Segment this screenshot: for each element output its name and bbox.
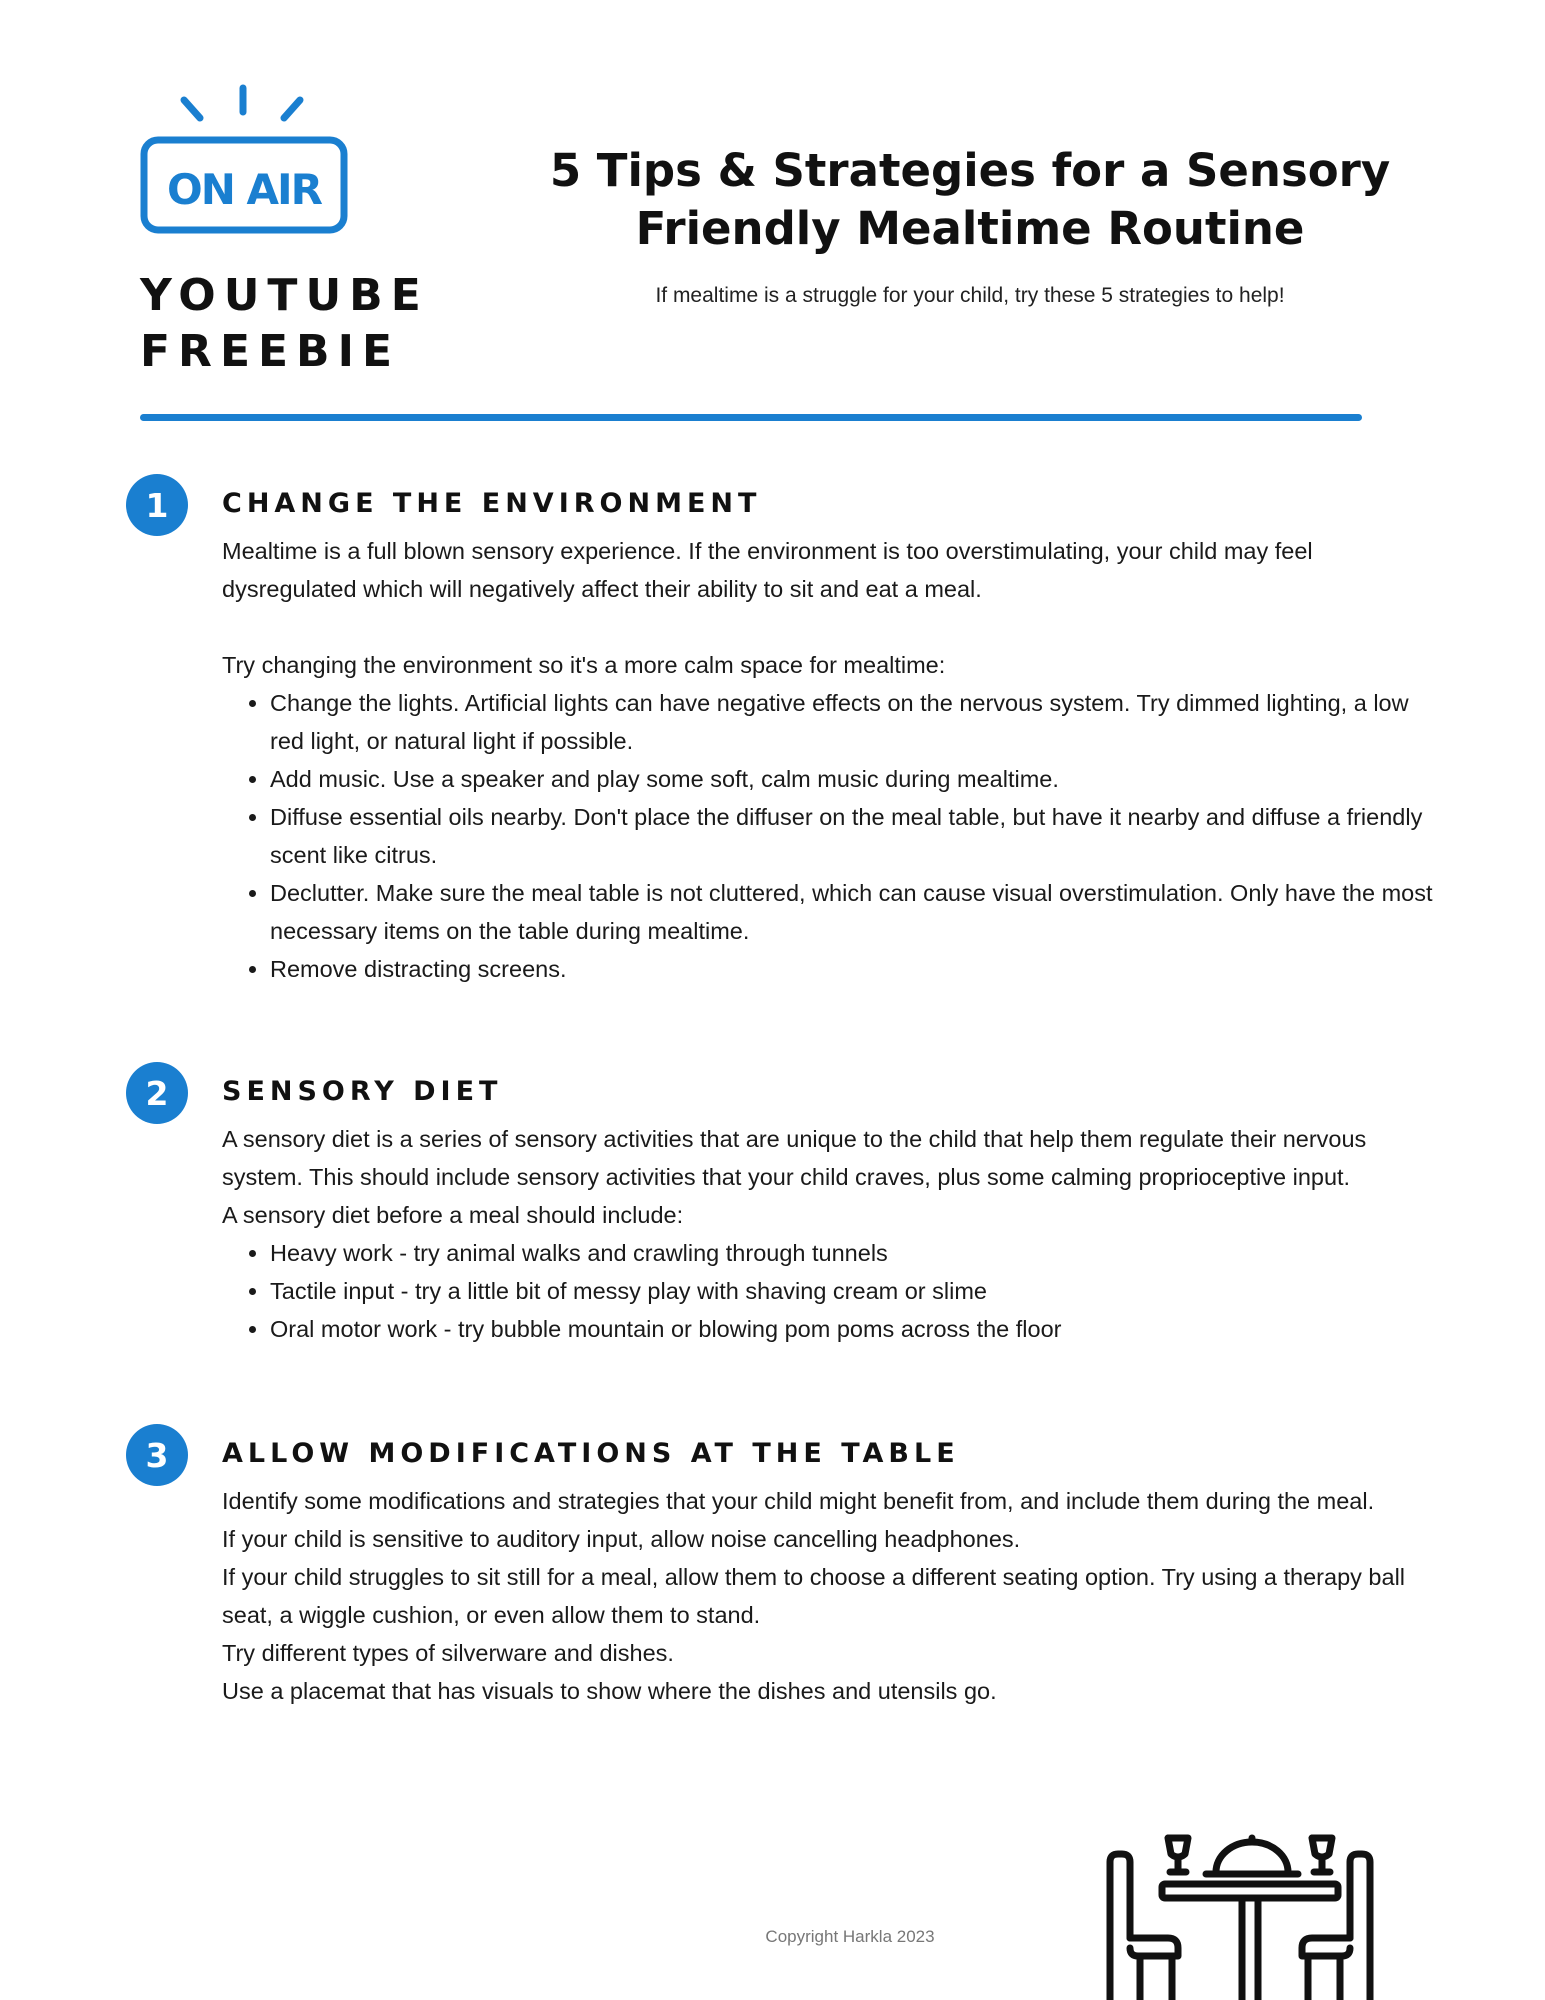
header-divider — [140, 414, 1362, 421]
copyright-footer: Copyright Harkla 2023 — [765, 1927, 935, 1946]
list-item: • Declutter. Make sure the meal table is not cluttered, which can cause visual overstimulation. Only have the most necessary items on the table during mealtime. — [270, 874, 1447, 950]
tip-body — [222, 1482, 1447, 1710]
tip-number-badge: 1 — [126, 474, 188, 536]
signal-ray-right — [284, 100, 300, 118]
tip-number-badge: 3 — [126, 1424, 188, 1486]
tip-body — [222, 1120, 1447, 1348]
list-item: • Change the lights. Artificial lights can have negative effects on the nervous system. Try dimmed lighting, a low red light, or natural light if possible. — [270, 684, 1447, 760]
tip-number-badge: 2 — [126, 1062, 188, 1124]
tip-lead: Try changing the environment so it's a more calm space for mealtime: — [222, 652, 946, 678]
list-item: • Tactile input - try a little bit of messy play with shaving cream or slime — [270, 1272, 1447, 1310]
list-item: • Heavy work - try animal walks and crawling through tunnels — [270, 1234, 1447, 1272]
tip-line: If your child is sensitive to auditory input, allow noise cancelling headphones. — [222, 1526, 1021, 1552]
on-air-text: ON AIR — [167, 165, 321, 214]
title-line-2: Friendly Mealtime Routine — [635, 202, 1305, 255]
tip-line: Use a placemat that has visuals to show where the dishes and utensils go. — [222, 1678, 997, 1704]
tip-line: Identify some modifications and strategies that your child might benefit from, and include them during the meal. — [222, 1488, 1375, 1514]
tip-intro: A sensory diet is a series of sensory activities that are unique to the child that help them regulate their nervous system. This should include sensory activities that your child craves, plus some calming proprioceptive input. — [222, 1126, 1367, 1190]
dining-table-icon — [1100, 1828, 1380, 2000]
title-line-1: 5 Tips & Strategies for a Sensory — [549, 144, 1391, 197]
tip-bullet-list — [222, 1234, 1447, 1348]
tip-bullet-list — [222, 684, 1447, 988]
on-air-logo — [136, 82, 356, 242]
tip-lead: A sensory diet before a meal should include: — [222, 1202, 684, 1228]
tip-line: If your child struggles to sit still for a meal, allow them to choose a different seating option. Try using a therapy ball seat, a wiggle cushion, or even allow them to stand. — [222, 1564, 1406, 1628]
page-title — [520, 142, 1420, 258]
badge-line-1: YOUTUBE — [140, 270, 429, 321]
badge-line-2: FREEBIE — [140, 326, 401, 377]
tip-body — [222, 532, 1447, 988]
tip-heading: ALLOW MODIFICATIONS AT THE TABLE — [222, 1438, 960, 1469]
list-item: • Add music. Use a speaker and play some soft, calm music during mealtime. — [270, 760, 1447, 798]
tip-line: Try different types of silverware and dishes. — [222, 1640, 674, 1666]
list-item: • Oral motor work - try bubble mountain or blowing pom poms across the floor — [270, 1310, 1447, 1348]
page-subtitle: If mealtime is a struggle for your child, try these 5 strategies to help! — [655, 284, 1285, 307]
tip-intro: Mealtime is a full blown sensory experience. If the environment is too overstimulating, your child may feel dysregulated which will negatively affect their ability to sit and eat a meal. — [222, 538, 1313, 602]
tip-heading: CHANGE THE ENVIRONMENT — [222, 488, 762, 519]
youtube-freebie-badge — [140, 268, 429, 380]
signal-ray-left — [184, 100, 200, 118]
tip-heading: SENSORY DIET — [222, 1076, 503, 1107]
list-item: • Diffuse essential oils nearby. Don't place the diffuser on the meal table, but have it nearby and diffuse a friendly scent like citrus. — [270, 798, 1447, 874]
list-item: • Remove distracting screens. — [270, 950, 1447, 988]
